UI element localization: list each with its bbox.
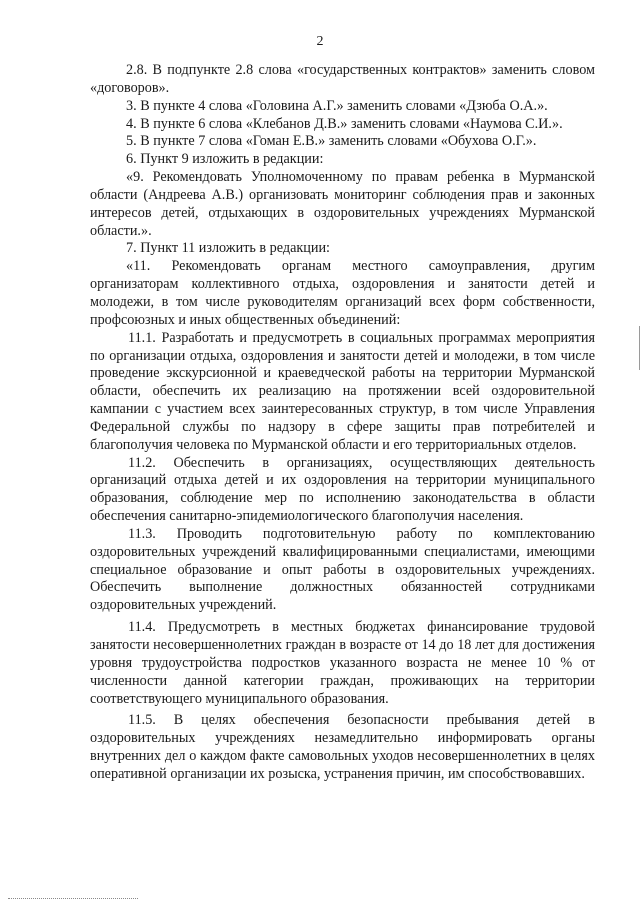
- paragraph-5: 5. В пункте 7 слова «Гоман Е.В.» заменить словами «Обухова О.Г.».: [126, 133, 537, 150]
- paragraph-11-3: 11.3. Проводить подготовительную работу по комплектованию оздоровительных учреждений квалифицированными специалистами, имеющими специальное образование и опыт работы в оздоровительных учреждениях. Обеспечить выполнение должностных обязанностей сотрудниками оздоровительных учреждений.: [90, 525, 595, 614]
- paragraph-6: 6. Пункт 9 изложить в редакции:: [126, 151, 324, 168]
- paragraph-11-5: 11.5. В целях обеспечения безопасности пребывания детей в оздоровительных учреждениях незамедлительно информировать органы внутренних дел о каждом факте самовольных уходов несовершеннолетних в целях оперативной организации их розыска, устранения причин, им способствовавших.: [90, 712, 595, 782]
- paragraph-3: 3. В пункте 4 слова «Головина А.Г.» заменить словами «Дзюба О.А.».: [126, 97, 548, 114]
- document-body: [90, 62, 595, 784]
- paragraph-11-4: 11.4. Предусмотреть в местных бюджетах финансирование трудовой занятости несовершеннолетних граждан в возрасте от 14 до 18 лет для достижения уровня трудоустройства подростков указанного возраста не менее 10 % от численности данной категории граждан, проживающих на территории соответствующего муниципального образования.: [90, 619, 595, 707]
- paragraph-9-text: «9. Рекомендовать Уполномоченному по правам ребенка в Мурманской области (Андреева А.В.) организовать мониторинг соблюдения прав и законных интересов детей, отдыхающих в оздоровительных учреждениях Мурманской области.».: [90, 169, 595, 239]
- paragraph-4: 4. В пункте 6 слова «Клебанов Д.В.» заменить словами «Наумова С.И.».: [126, 115, 563, 132]
- scan-bottom-rule: [8, 898, 138, 899]
- paragraph-11-text: «11. Рекомендовать органам местного самоуправления, другим организаторам коллективного отдыха, оздоровления и занятости детей и молодежи, в том числе руководителям организаций всех форм собственности, профсоюзных и иных общественных объединений:: [90, 258, 595, 328]
- page-number: 2: [316, 34, 324, 49]
- paragraph-7: 7. Пункт 11 изложить в редакции:: [126, 240, 330, 257]
- paragraph-11-1: 11.1. Разработать и предусмотреть в социальных программах мероприятия по организации отдыха, оздоровления и занятости детей и молодежи, в том числе проведение экскурсионной и краеведческой работы на территории Мурманской области, обеспечить их реализацию на протяжении всей оздоровительной кампании с участием всех заинтересованных структур, в том числе Управления Федеральной службы по надзору в сфере защиты прав потребителей и благополучия человека по Мурманской области и его территориальных отделов.: [90, 329, 595, 453]
- paragraph-2-8: 2.8. В подпункте 2.8 слова «государственных контрактов» заменить словом «договоров».: [90, 62, 595, 96]
- paragraph-11-2: 11.2. Обеспечить в организациях, осуществляющих деятельность организаций отдыха детей и их оздоровления на территории муниципального образования, соблюдение мер по исполнению законодательства в области обеспечения санитарно-эпидемиологического благополучия населения.: [90, 454, 595, 525]
